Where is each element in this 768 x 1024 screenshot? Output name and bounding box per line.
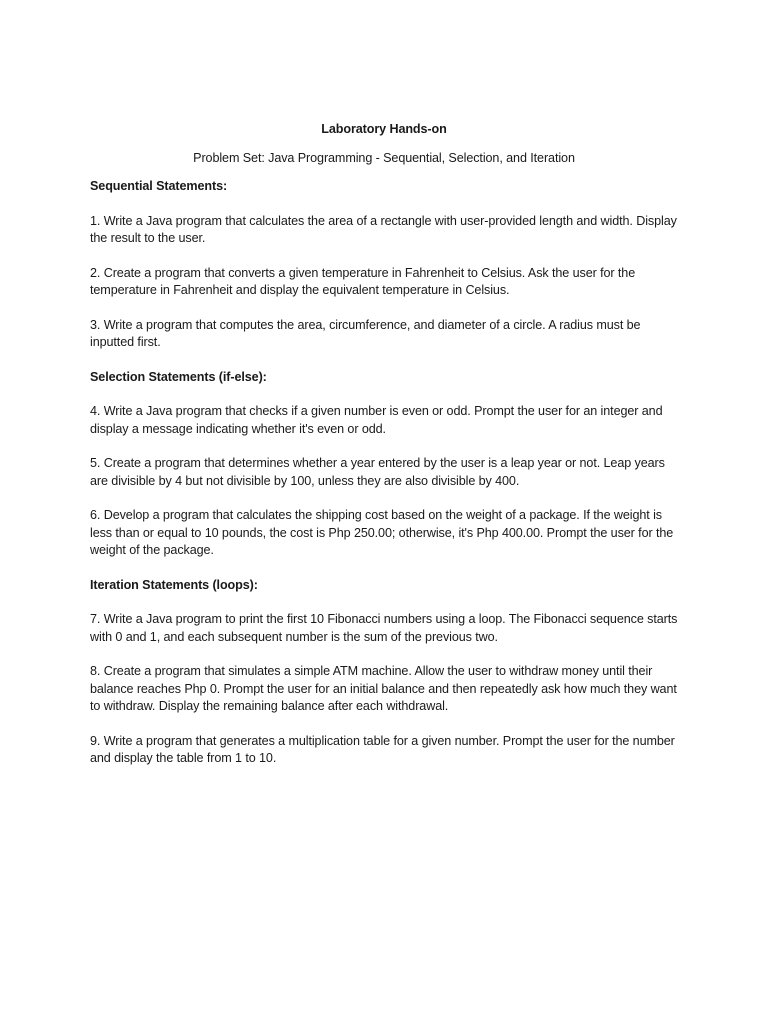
document-title: Laboratory Hands-on <box>321 122 447 136</box>
problem-2: 2. Create a program that converts a given temperature in Fahrenheit to Celsius. Ask the user for the temperature in Fahrenheit and display the equivalent temperature in Celsius. <box>90 265 636 297</box>
section-heading-sequential: Sequential Statements: <box>90 179 228 193</box>
section-heading-selection: Selection Statements (if-else): <box>90 369 267 384</box>
problem-6: 6. Develop a program that calculates the shipping cost based on the weight of a package. If the weight is less than or equal to 10 pounds, the cost is Php 250.00; otherwise, it's Php 400.00. Prompt the user for the weight of the package. <box>90 508 674 557</box>
document-content <box>90 121 678 785</box>
problem-5: 5. Create a program that determines whether a year entered by the user is a leap year or not. Leap years are divisible by 4 but not divisible by 100, unless they are also divisible by 400. <box>90 456 665 488</box>
section-heading-iteration: Iteration Statements (loops): <box>90 577 258 592</box>
problem-4: 4. Write a Java program that checks if a given number is even or odd. Prompt the user for an integer and display a message indicating whether it's even or odd. <box>90 404 663 436</box>
problem-9: 9. Write a program that generates a multiplication table for a given number. Prompt the user for the number and display the table from 1 to 10. <box>90 733 675 765</box>
problem-1: 1. Write a Java program that calculates the area of a rectangle with user-provided length and width. Display the result to the user. <box>90 213 677 245</box>
problem-8: 8. Create a program that simulates a simple ATM machine. Allow the user to withdraw money until their balance reaches Php 0. Prompt the user for an initial balance and then repeatedly ask how much they want to withdraw. Display the remaining balance after each withdrawal. <box>90 664 677 713</box>
problem-7: 7. Write a Java program to print the first 10 Fibonacci numbers using a loop. The Fibonacci sequence starts with 0 and 1, and each subsequent number is the sum of the previous two. <box>90 612 678 644</box>
document-subtitle: Problem Set: Java Programming - Sequential, Selection, and Iteration <box>193 150 575 165</box>
problem-3: 3. Write a program that computes the area, circumference, and diameter of a circle. A radius must be inputted first. <box>90 317 641 349</box>
